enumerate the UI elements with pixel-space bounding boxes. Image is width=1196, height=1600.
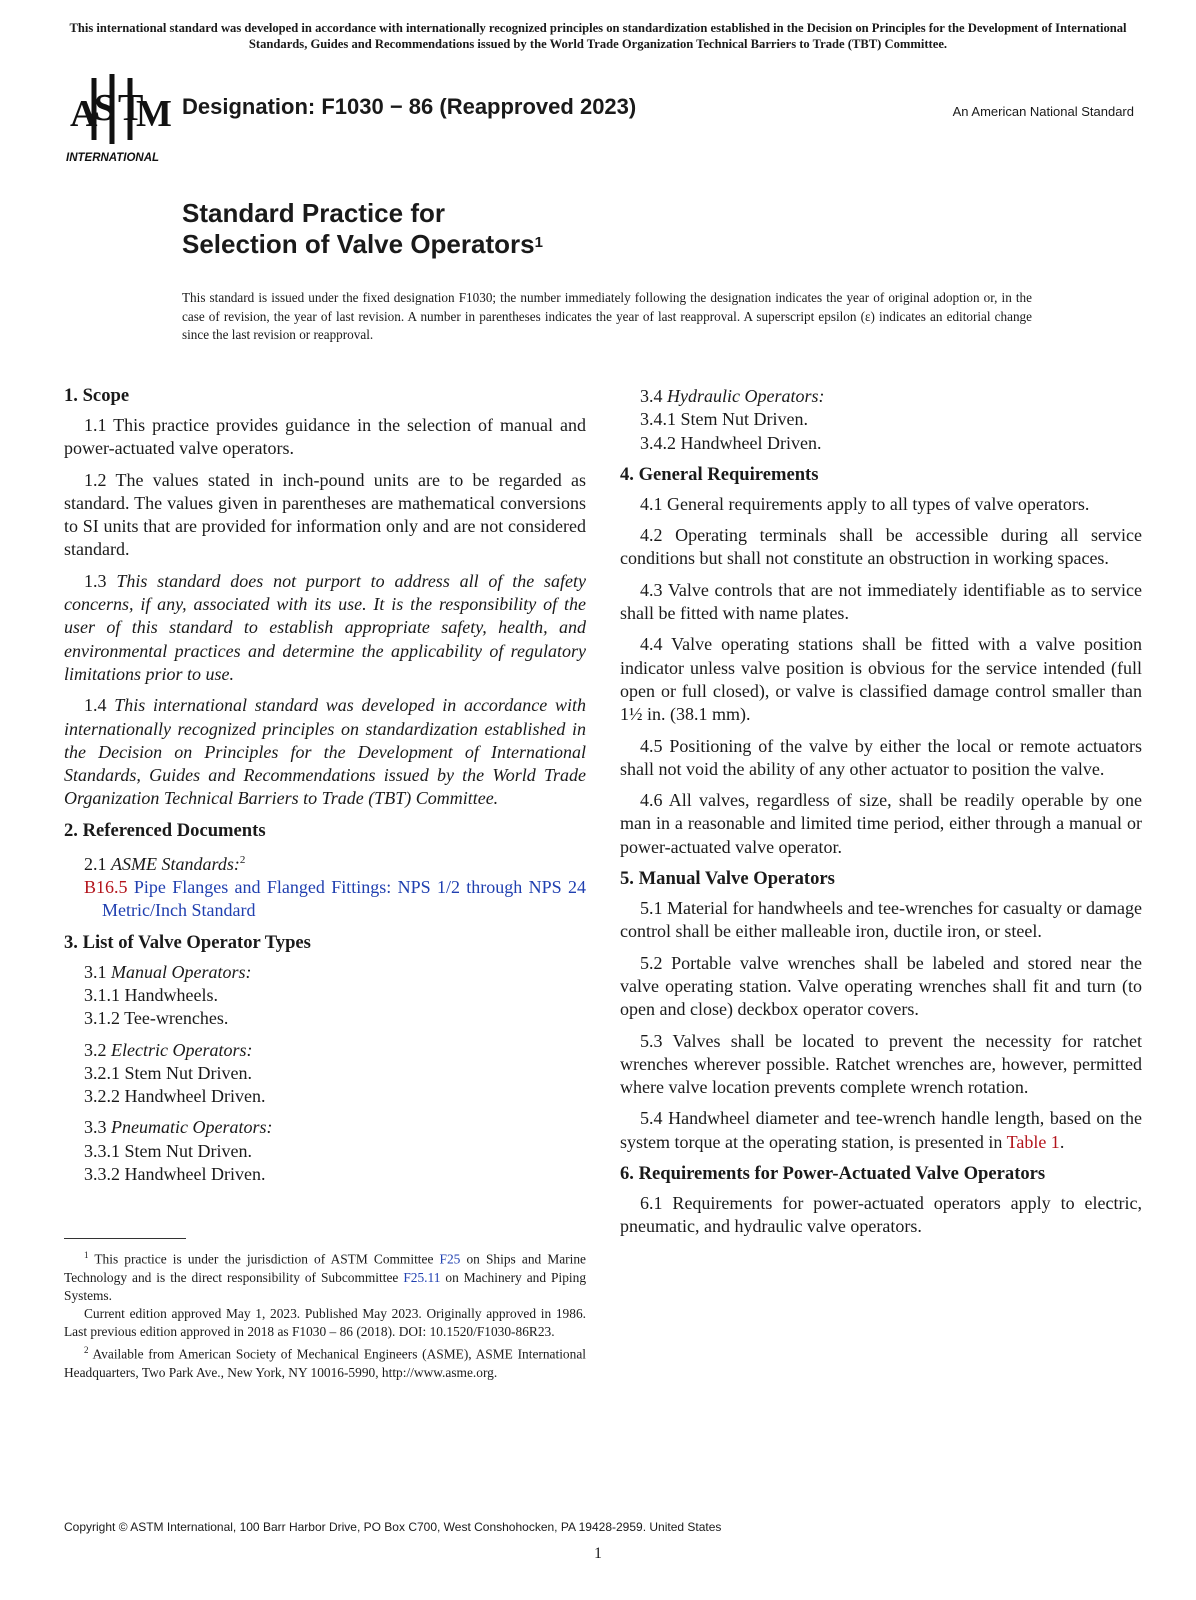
footnote-2: $^2$ Available from American Society of Mechanical Engineers (ASME), ASME International Headquarters, Two Park Ave., New York, NY 10016-5990, http://www.asme.org.	[64, 1345, 586, 1381]
list-item: 3.4.2 Handwheel Driven.	[640, 432, 822, 453]
title-line-2: Selection of Valve Operators$^1$	[182, 229, 543, 259]
right-column	[620, 385, 1142, 1247]
svg-text:A: A	[70, 93, 98, 135]
para-1-2: 1.2 The values stated in inch-pound units are to be regarded as standard. The values given in parentheses are mathematical conversions to SI units that are provided for information only and are not considered standard.	[64, 469, 586, 560]
edition-note: Current edition approved May 1, 2023. Published May 2023. Originally approved in 1986. Last previous edition approved in 2018 as F1030 – 86 (2018). DOI: 10.1520/F1030-86R23.	[64, 1306, 586, 1340]
logo-subtext: INTERNATIONAL	[66, 152, 160, 164]
para-1-3: 1.3 This standard does not purport to address all of the safety concerns, if any, associated with its use. It is the responsibility of the user of this standard to establish appropriate safety, health, and environmental practices and determine the applicability of regulatory limitations prior to use.	[64, 570, 587, 684]
list-item: 3.1.1 Handwheels.	[84, 984, 218, 1005]
list-item: 3.1.2 Tee-wrenches.	[84, 1008, 229, 1029]
reference-b16-5[interactable]	[64, 876, 586, 923]
svg-text:M: M	[136, 93, 172, 135]
page-number: 1	[594, 1545, 602, 1562]
section-heading-types: 3. List of Valve Operator Types	[64, 931, 311, 953]
committee-link[interactable]: F25	[439, 1251, 461, 1267]
section-heading-scope: 1. Scope	[64, 385, 130, 406]
type-group-electric: 3.2 Electric Operators: 3.2.1 Stem Nut Driven. 3.2.2 Handwheel Driven.	[64, 1039, 586, 1109]
left-column	[64, 384, 586, 1194]
national-standard-label: An American National Standard	[952, 104, 1134, 119]
footnote-divider	[64, 1238, 186, 1239]
title-line-1: Standard Practice for	[182, 198, 445, 228]
type-group-pneumatic: 3.3 Pneumatic Operators: 3.3.1 Stem Nut Driven. 3.3.2 Handwheel Driven.	[64, 1116, 586, 1186]
type-group-hydraulic: 3.4 Hydraulic Operators: 3.4.1 Stem Nut Driven. 3.4.2 Handwheel Driven.	[620, 385, 1142, 455]
table-1-link[interactable]: Table 1	[1006, 1131, 1060, 1152]
subcommittee-link[interactable]: F25.11	[403, 1269, 441, 1285]
section-heading-manual: 5. Manual Valve Operators	[620, 868, 835, 890]
para-4-6: 4.6 All valves, regardless of size, shall be readily operable by one man in a reasonable and limited time period, either through a manual or power-actuated valve operator.	[620, 790, 1142, 857]
para-1-4: 1.4 This international standard was developed in accordance with internationally recognized principles on standardization established in the Decision on Principles for the Development of International Standards, Guides and Recommendations issued by the World Trade Organization Technical Barriers to Trade (TBT) Committee.	[64, 695, 586, 809]
list-item: 3.4.1 Stem Nut Driven.	[640, 409, 808, 430]
footnote-1: $^1$ This practice is under the jurisdiction of ASTM Committee F25 on Ships and Marine Technology and is the direct responsibility of Subcommittee F25.11 on Machinery and Piping Systems.	[64, 1250, 587, 1303]
list-item: 3.3.2 Handwheel Driven.	[84, 1164, 266, 1185]
svg-text:T: T	[118, 87, 144, 129]
section-heading-general: 4. General Requirements	[620, 463, 819, 485]
para-5-2: 5.2 Portable valve wrenches shall be labeled and stored near the valve operating station. Valve operating wrenches shall fit and turn (to open and close) deckbox operator covers.	[620, 952, 1142, 1020]
para-4-1: 4.1 General requirements apply to all types of valve operators.	[640, 493, 1090, 514]
reference-title-link[interactable]: Pipe Flanges and Flanged Fittings: NPS 1/2 through NPS 24 Metric/Inch Standard	[102, 877, 586, 921]
reference-code-link[interactable]: B16.5	[84, 877, 128, 898]
para-5-1: 5.1 Material for handwheels and tee-wrenches for casualty or damage control shall be either malleable iron, ductile iron, or steel.	[620, 898, 1142, 942]
para-4-3: 4.3 Valve controls that are not immediately identifiable as to service shall be fitted with name plates.	[620, 579, 1142, 624]
footnotes	[64, 1246, 586, 1382]
designation: Designation: F1030 − 86 (Reapproved 2023)	[182, 94, 637, 119]
para-4-2: 4.2 Operating terminals shall be accessible during all service conditions but shall not constitute an obstruction in working spaces.	[620, 525, 1142, 569]
copyright-notice: Copyright © ASTM International, 100 Barr Harbor Drive, PO Box C700, West Conshohocken, PA 19428-2959. United States	[64, 1520, 722, 1534]
para-6-1: 6.1 Requirements for power-actuated operators apply to electric, pneumatic, and hydraulic valve operators.	[620, 1193, 1142, 1237]
section-heading-power: 6. Requirements for Power-Actuated Valve Operators	[620, 1163, 1046, 1185]
type-group-manual: 3.1 Manual Operators: 3.1.1 Handwheels. 3.1.2 Tee-wrenches.	[64, 961, 586, 1031]
svg-text:S: S	[94, 87, 116, 129]
para-2-1: 2.1 ASME Standards:$^2$	[84, 853, 246, 874]
section-heading-references: 2. Referenced Documents	[64, 819, 266, 841]
astm-logo-icon	[64, 70, 172, 166]
para-4-4: 4.4 Valve operating stations shall be fitted with a valve position indicator unless valve position is obvious for the service intended (full open or full closed), or valve is classified damage control smaller than 1½ in. (38.1 mm).	[620, 634, 1142, 725]
page-title	[182, 198, 543, 260]
para-5-3: 5.3 Valves shall be located to prevent the necessity for ratchet wrenches wherever possible. Ratchet wrenches are, however, permitted where valve location prevents complete wrench rotation.	[620, 1030, 1142, 1098]
list-item: 3.2.2 Handwheel Driven.	[84, 1086, 266, 1107]
issue-note: This standard is issued under the fixed designation F1030; the number immediately following the designation indicates the year of original adoption or, in the case of revision, the year of last revision. A number in parentheses indicates the year of last reapproval. A superscript epsilon (ε) indicates an editorial change since the last revision or reapproval.	[182, 290, 1032, 342]
top-notice: This international standard was developed in accordance with internationally recognized principles on standardization established in the Decision on Principles for the Development of International Standards, Guides and Recommendations issued by the World Trade Organization Technical Barriers to Trade (TBT) Committee.	[69, 21, 1127, 51]
list-item: 3.3.1 Stem Nut Driven.	[84, 1140, 252, 1161]
para-1-1: 1.1 This practice provides guidance in the selection of manual and power-actuated valve operators.	[64, 415, 586, 459]
list-item: 3.2.1 Stem Nut Driven.	[84, 1062, 252, 1083]
para-5-4: 5.4 Handwheel diameter and tee-wrench handle length, based on the system torque at the operating station, is presented in Table 1.	[620, 1108, 1142, 1152]
para-4-5: 4.5 Positioning of the valve by either the local or remote actuators shall not void the ability of any other actuator to position the valve.	[620, 735, 1142, 779]
title-footnote-ref[interactable]: 1	[534, 234, 543, 251]
